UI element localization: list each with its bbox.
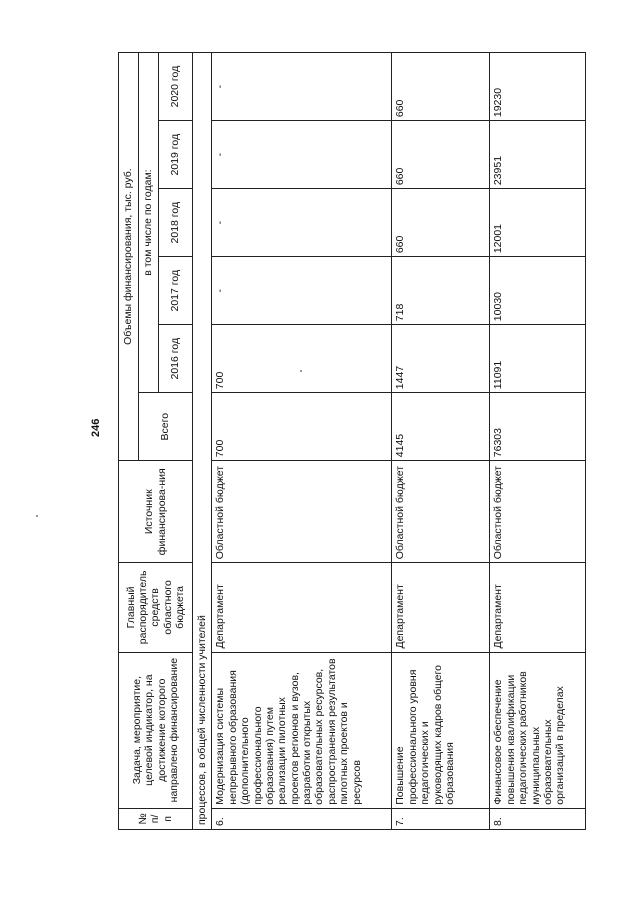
header-num: № п/п — [119, 808, 193, 829]
row-admin: Департамент — [212, 563, 392, 652]
row-total: 700 — [212, 393, 392, 461]
row-total: 4145 — [392, 393, 490, 461]
header-year-2018: 2018 год — [159, 189, 193, 257]
row-2020: - — [212, 53, 392, 121]
header-year-2019: 2019 год — [159, 121, 193, 189]
page-number: 246 — [90, 418, 102, 437]
row-2020: 19230 — [490, 53, 586, 121]
row-2019: - — [212, 121, 392, 189]
header-total: Всего — [139, 393, 193, 461]
row-num: 7. — [392, 808, 490, 829]
row-2019: 660 — [392, 121, 490, 189]
row-2017: - — [212, 257, 392, 325]
header-volume: Объемы финансирования, тыс. руб. — [119, 53, 139, 461]
row-2017: 718 — [392, 257, 490, 325]
row-2016: 700 — [212, 325, 392, 393]
row-2016: 1447 — [392, 325, 490, 393]
header-task: Задача, мероприятие, целевой индикатор, на достижение которого направлено финансирование — [119, 652, 193, 808]
row-admin: Департамент — [490, 563, 586, 652]
row-source: Областной бюджет — [392, 461, 490, 563]
row-num: 8. — [490, 808, 586, 829]
header-year-2017: 2017 год — [159, 257, 193, 325]
row-2017: 10030 — [490, 257, 586, 325]
scan-speck — [36, 515, 38, 517]
header-by-years: в том числе по годам: — [139, 53, 159, 393]
row-source: Областной бюджет — [490, 461, 586, 563]
header-admin: Главный распорядитель средств областного бюджета — [119, 563, 193, 652]
row-2019: 23951 — [490, 121, 586, 189]
header-year-2020: 2020 год — [159, 53, 193, 121]
row-task: Финансовое обеспечение повышения квалификации педагогических работников муниципальных образовательных организаций в пределах — [490, 652, 586, 808]
rotated-table-area — [118, 52, 593, 830]
row-total: 76303 — [490, 393, 586, 461]
row-2020: 660 — [392, 53, 490, 121]
row-2018: 12001 — [490, 189, 586, 257]
financing-table — [118, 52, 586, 830]
row-2018: - — [212, 189, 392, 257]
row-source: Областной бюджет — [212, 461, 392, 563]
header-source: Источник финансирова-ния — [119, 461, 193, 563]
row-admin: Департамент — [392, 563, 490, 652]
header-year-2016: 2016 год — [159, 325, 193, 393]
row-2018: 660 — [392, 189, 490, 257]
row-task: Повышение профессионального уровня педагогических и руководящих кадров общего образования — [392, 652, 490, 808]
row-num: 6. — [212, 808, 392, 829]
table-row — [490, 53, 586, 830]
row-task: Модернизация системы непрерывного образования (дополнительного профессионального образования) путем реализации пилотных проектов регионов и вузов, разработки открытых образовательных ресурсов, распространения результатов пилотных проектов и ресурсов — [212, 652, 392, 808]
section-text: процессов, в общей численности учителей — [193, 53, 212, 830]
table-row — [392, 53, 490, 830]
table-row — [212, 53, 392, 830]
row-2016: 11091 — [490, 325, 586, 393]
